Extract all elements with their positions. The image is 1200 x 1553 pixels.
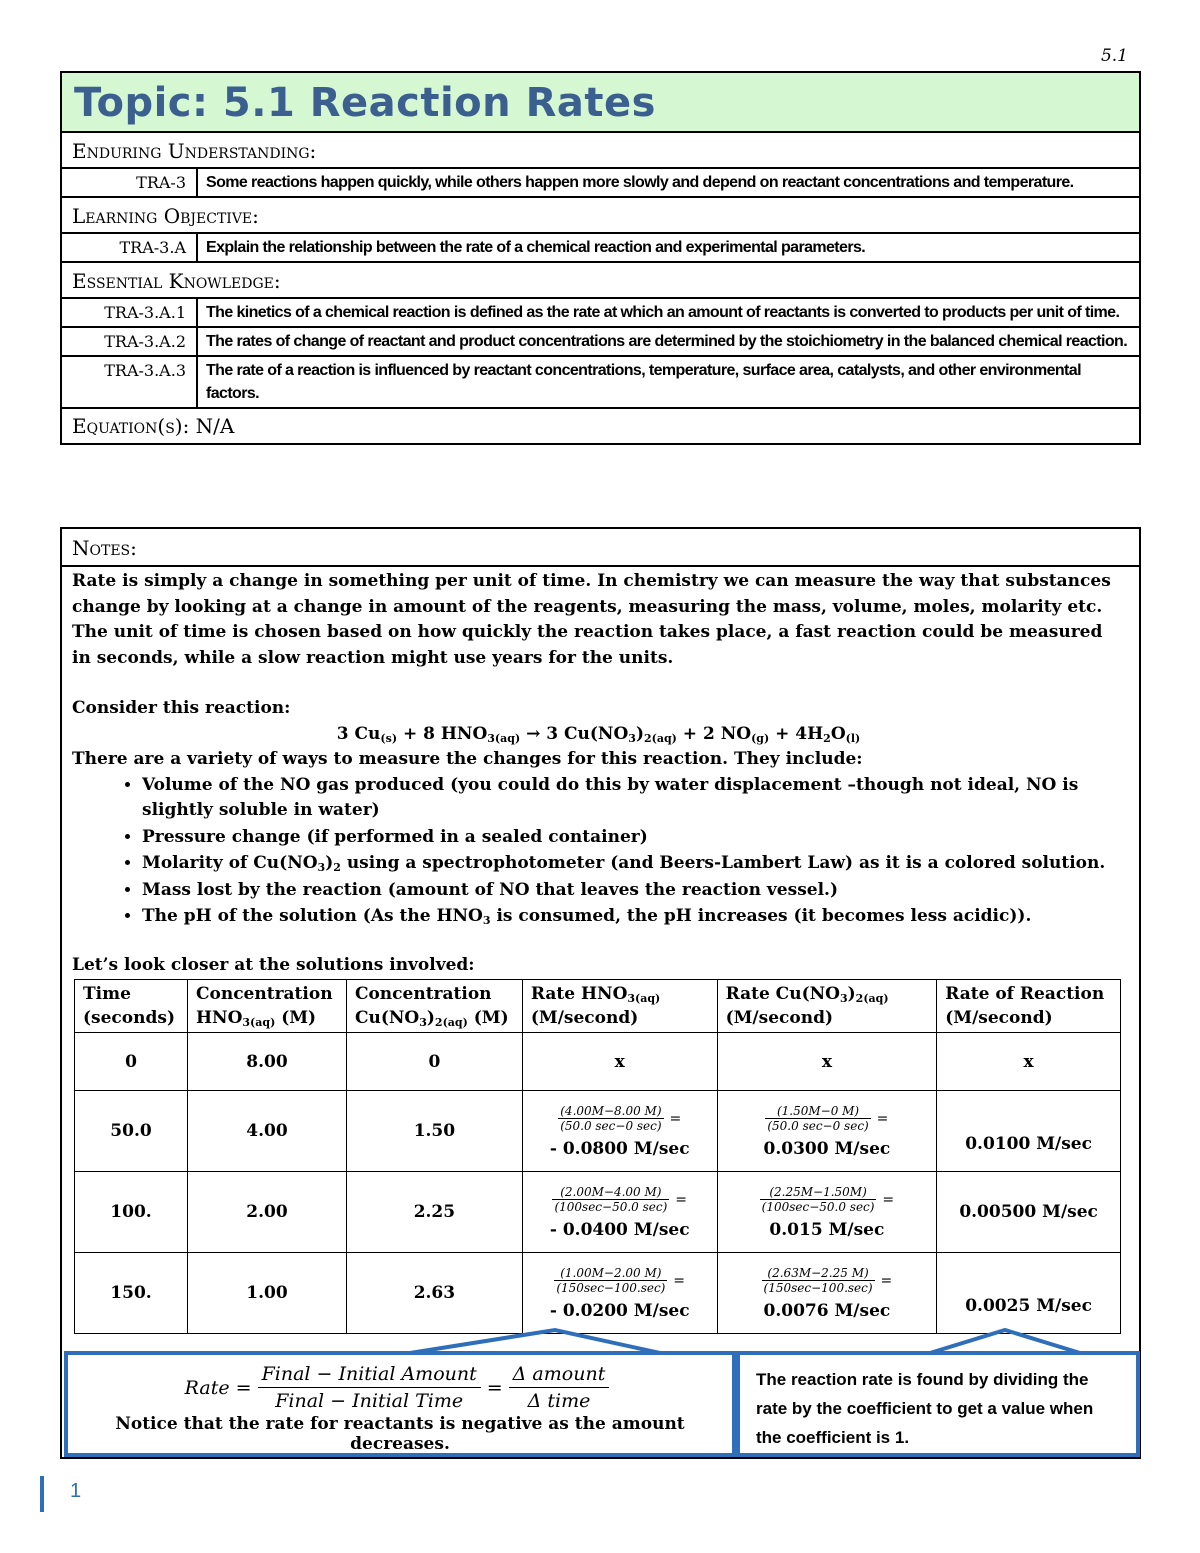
rate-result: 0.0300 M/sec: [763, 1138, 891, 1159]
page-label: 5.1: [1100, 46, 1128, 66]
rate-result: - 0.0400 M/sec: [549, 1219, 690, 1240]
pointer-right: [930, 1330, 1080, 1353]
cell-cu: 2.63: [346, 1253, 522, 1334]
rate-formula-callout: [64, 1351, 736, 1457]
cell-rate-cu: x: [717, 1033, 937, 1091]
cell-cu: 2.25: [346, 1172, 522, 1253]
rate-fraction: $\frac{(1.00M-2.00 M)}{(150\sec-100.\sec)}$: [556, 1265, 666, 1295]
list-item: • The pH of the solution (As the $HNO_3$ is consumed, the pH increases (it becomes less acidic)).: [142, 904, 1125, 930]
rate-result: - 0.0200 M/sec: [549, 1300, 690, 1321]
footer-page-number: 1: [70, 1480, 82, 1502]
cell-rate-rxn: 0.0100 M/sec: [937, 1091, 1121, 1172]
cell-time: 100.: [75, 1172, 188, 1253]
essential-heading: Essential Knowledge:: [62, 263, 1139, 299]
header-conc-cu: Concentration $Cu(NO_3)_{2(aq)}$ (M): [346, 980, 522, 1033]
rate-fraction: $\frac{(2.00M-4.00 M)}{(100\sec-50.0 \sec)}$: [554, 1184, 668, 1214]
notes-intro: Rate is simply a change in something per unit of time. In chemistry we can measure the way that substances change by looking at a change in amount of the reagents, measuring the mass, volume, moles, molarity etc. The unit of time is chosen based on how quickly the reaction takes place, a fast reaction could be measured in seconds, while a slow reaction might use years for the units.: [72, 571, 1111, 668]
cell-rate-hno3: $\frac{(1.00M-2.00 M)}{(150\sec-100.\sec)}$ = - 0.0200 M/sec: [522, 1253, 717, 1334]
equations-line: Equation(s): N/A: [72, 414, 235, 438]
cell-time: 150.: [75, 1253, 188, 1334]
notes-consider: Consider this reaction:: [72, 698, 291, 718]
footer-bar: [40, 1476, 44, 1512]
list-item: • Molarity of $Cu(NO_3)_2$ using a spectrophotometer (and Beers-Lambert Law) as it is a colored solution.: [142, 851, 1125, 877]
list-item: • Mass lost by the reaction (amount of NO that leaves the reaction vessel.): [142, 878, 1125, 904]
objective-text: Explain the relationship between the rate of a chemical reaction and experimental parameters.: [206, 239, 866, 256]
cell-rate-hno3: x: [522, 1033, 717, 1091]
header-rate-rxn: Rate of Reaction (M/second): [937, 980, 1121, 1033]
list-item: • Volume of the NO gas produced (you could do this by water displacement –though not ideal, NO is slightly soluble in water): [142, 773, 1125, 824]
essential-code: TRA-3.A.2: [62, 328, 198, 355]
cell-time: 0: [75, 1033, 188, 1091]
callout-note: Notice that the rate for reactants is negative as the amount decreases.: [115, 1414, 685, 1454]
cell-rate-hno3: $\frac{(4.00M-8.00 M)}{(50.0 \sec-0 \sec)}$ = - 0.0800 M/sec: [522, 1091, 717, 1172]
cell-rate-hno3: $\frac{(2.00M-4.00 M)}{(100\sec-50.0 \sec)}$ = - 0.0400 M/sec: [522, 1172, 717, 1253]
rate-fraction: $\frac{(4.00M-8.00 M)}{(50.0 \sec-0 \sec)}$: [560, 1103, 662, 1133]
cell-cu: 0: [346, 1033, 522, 1091]
callout-text: The reaction rate is found by dividing the rate by the coefficient to get a value when the coefficient is 1.: [756, 1370, 1094, 1447]
rate-result: - 0.0800 M/sec: [549, 1138, 690, 1159]
cell-rate-cu: $\frac{(2.25M-1.50M)}{(100\sec-50.0 \sec)}$ = 0.015 M/sec: [717, 1172, 937, 1253]
pointer-left: [410, 1330, 660, 1353]
essential-code: TRA-3.A.1: [62, 299, 198, 326]
cell-hno3: 8.00: [187, 1033, 346, 1091]
header-rate-hno3: Rate $HNO_{3(aq)}$ (M/second): [522, 980, 717, 1033]
essential-code: TRA-3.A.3: [62, 357, 198, 407]
notes-heading: Notes:: [62, 529, 1139, 567]
topic-title: Topic: 5.1 Reaction Rates: [62, 73, 1139, 133]
essential-text: The rates of change of reactant and product concentrations are determined by the stoichiometry in the balanced chemical reaction.: [206, 333, 1128, 350]
cell-rate-rxn: x: [937, 1033, 1121, 1091]
cell-cu: 1.50: [346, 1091, 522, 1172]
objective-heading: Learning Objective:: [62, 198, 1139, 234]
cell-rate-rxn: 0.0025 M/sec: [937, 1253, 1121, 1334]
cell-hno3: 1.00: [187, 1253, 346, 1334]
enduring-code: TRA-3: [62, 169, 198, 196]
essential-text: The rate of a reaction is influenced by reactant concentrations, temperature, surface area, catalysts, and other environmental factors.: [206, 362, 1081, 402]
notes-closer: Let’s look closer at the solutions involved:: [72, 954, 475, 975]
enduring-heading: Enduring Understanding:: [62, 133, 1139, 169]
cell-rate-rxn: 0.00500 M/sec: [937, 1172, 1121, 1253]
rate-result: 0.0076 M/sec: [763, 1300, 891, 1321]
cell-rate-cu: $\frac{(1.50M-0 M)}{(50.0 \sec-0 \sec)}$ = 0.0300 M/sec: [717, 1091, 937, 1172]
rate-fraction: $\frac{(2.63M-2.25 M)}{(150\sec-100.\sec)}$: [763, 1265, 873, 1295]
formula-fraction: $\frac{\text{Final − Initial Amount}}{\text{Final − Initial Time}}$: [258, 1363, 481, 1412]
rate-fraction: $\frac{(2.25M-1.50M)}{(100\sec-50.0 \sec)}$: [761, 1184, 875, 1214]
header-rate-cu: Rate $Cu(NO_3)_{2(aq)}$ (M/second): [717, 980, 937, 1033]
essential-text: The kinetics of a chemical reaction is defined as the rate at which an amount of reactants is converted to products per unit of time.: [206, 304, 1120, 321]
header-time: Time (seconds): [75, 980, 188, 1033]
cell-rate-cu: $\frac{(2.63M-2.25 M)}{(150\sec-100.\sec)}$ = 0.0076 M/sec: [717, 1253, 937, 1334]
cell-hno3: 2.00: [187, 1172, 346, 1253]
notes-variety: There are a variety of ways to measure the changes for this reaction. They include:: [72, 749, 863, 769]
header-conc-hno3: Concentration $HNO_{3(aq)}$ (M): [187, 980, 346, 1033]
chemical-equation: 3 $Cu_{(s)} + 8$ $HNO_{3(aq)} \to 3$ $Cu(NO_3)_{2(aq)} + 2$ $NO_{(g)} + 4H_2O_{(l)}$: [336, 723, 861, 745]
rate-result: 0.015 M/sec: [769, 1219, 885, 1240]
formula-fraction: $\frac{\text{Δ amount}}{\text{Δ time}}$: [509, 1363, 610, 1412]
reaction-rate-callout: [736, 1351, 1140, 1457]
objective-code: TRA-3.A: [62, 234, 198, 261]
cell-time: 50.0: [75, 1091, 188, 1172]
list-item: • Pressure change (if performed in a sealed container): [142, 825, 1125, 851]
rate-fraction: $\frac{(1.50M-0 M)}{(50.0 \sec-0 \sec)}$: [767, 1103, 869, 1133]
enduring-text: Some reactions happen quickly, while others happen more slowly and depend on reactant concentrations and temperature.: [206, 174, 1074, 191]
cell-hno3: 4.00: [187, 1091, 346, 1172]
rate-formula: Rate = $\frac{\text{Final − Initial Amount}}{\text{Final − Initial Time}}$ = $\frac{\text{Δ amount}}{\text{Δ time}}$: [68, 1363, 732, 1412]
